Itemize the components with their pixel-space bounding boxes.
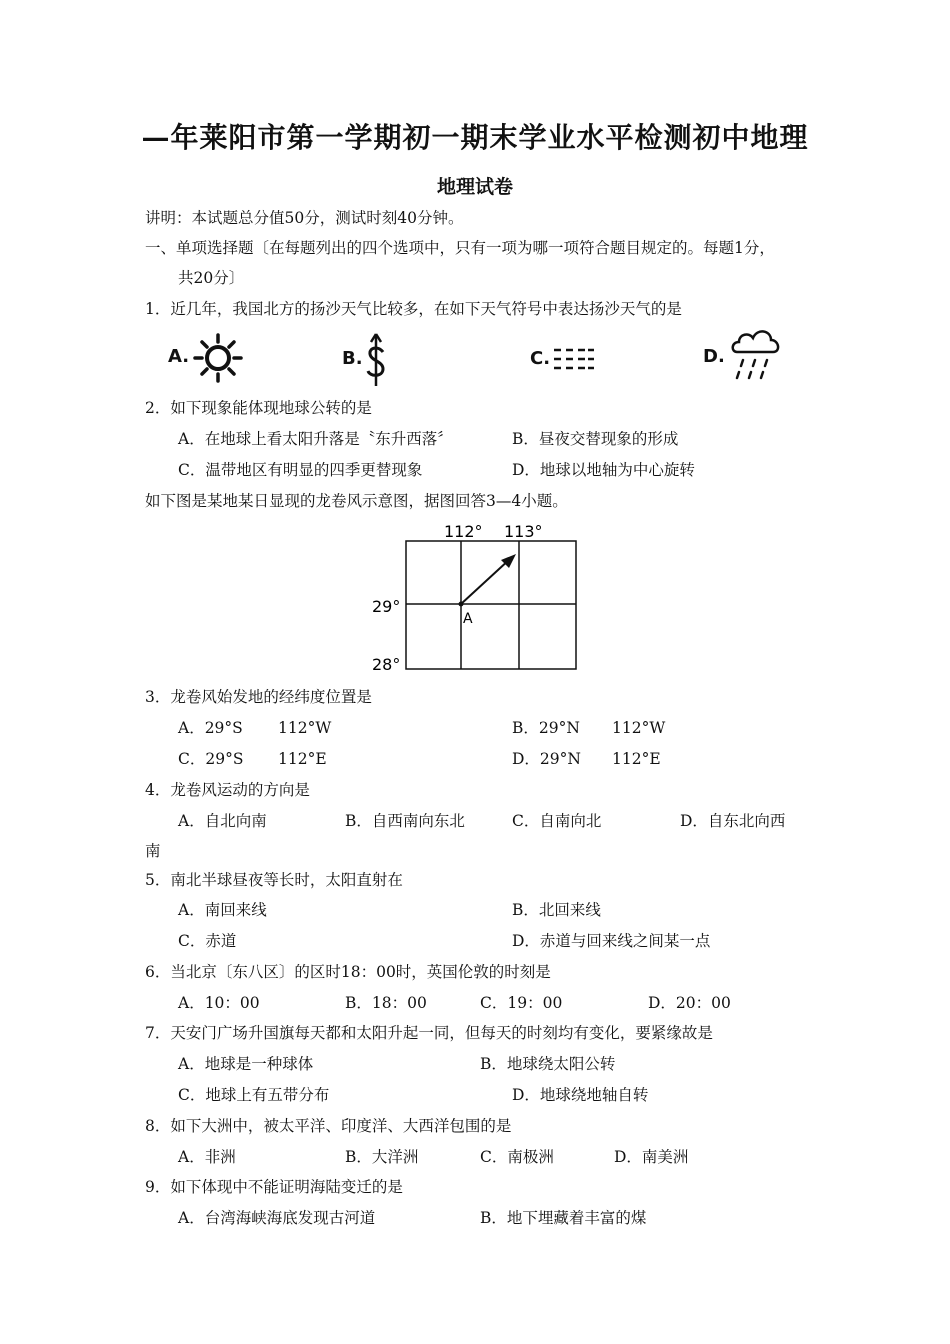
exam-note: 讲明：本试题总分值50分，测试时刻40分钟。 [145,209,464,227]
q5-option-b: B．北回来线 [512,901,601,919]
q3-option-a-value: 112°W [278,719,332,737]
question-4-stem: 4．龙卷风运动的方向是 [145,781,310,799]
q1-option-a-label: A. [168,346,190,367]
lon-label-113: 113° [504,522,543,541]
q3-option-c-value: 112°E [278,750,327,768]
tornado-map-figure [368,516,582,676]
q9-option-b: B．地下埋藏着丰富的煤 [480,1209,647,1227]
cloud-rain-icon [729,326,785,390]
q4-option-d-wrap: 南 [145,842,161,860]
map-frame [406,541,576,669]
tornado-direction-arrow [461,558,511,604]
q1-option-b [342,332,402,388]
q3-option-b-letter: B．29°N [512,719,580,737]
q7-option-d: D．地球绕地轴自转 [512,1086,649,1104]
q5-option-c: C．赤道 [178,932,237,950]
question-5-stem: 5．南北半球昼夜等长时，太阳直射在 [145,871,403,889]
q2-option-d: D．地球以地轴为中心旋转 [512,461,695,479]
q2-option-a: A．在地球上看太阳升落是〝东升西落〞 [178,430,453,448]
lon-label-112: 112° [444,522,483,541]
q6-option-d: D．20：00 [648,994,731,1012]
dollar-sand-icon [364,332,388,388]
q4-option-a: A．自北向南 [178,812,267,830]
question-9-stem: 9．如下体现中不能证明海陆变迁的是 [145,1178,403,1196]
q3-option-d-value: 112°E [612,750,661,768]
q1-option-c-label: C. [530,348,551,369]
q9-option-a: A．台湾海峡海底发现古河道 [178,1209,376,1227]
q7-option-b: B．地球绕太阳公转 [480,1055,616,1073]
q8-option-b: B．大洋洲 [345,1148,419,1166]
q3-option-b-value: 112°W [612,719,666,737]
q5-option-a: A．南回来线 [178,901,267,919]
q1-option-b-label: B. [342,348,363,369]
q6-option-c: C．19：00 [480,994,563,1012]
question-7-stem: 7．天安门广场升国旗每天都和太阳升起一同，但每天的时刻均有变化，要紧缘故是 [145,1024,713,1042]
q1-option-d [703,326,785,390]
q6-option-b: B．18：00 [345,994,427,1012]
question-2-stem: 2．如下现象能体现地球公转的是 [145,399,372,417]
q7-option-c: C．地球上有五带分布 [178,1086,330,1104]
q5-option-d: D．赤道与回来线之间某一点 [512,932,711,950]
q6-option-a: A．10：00 [178,994,260,1012]
q8-option-c: C．南极洲 [480,1148,554,1166]
q7-option-a: A．地球是一种球体 [178,1055,314,1073]
sun-icon [192,332,244,384]
q4-option-c: C．自南向北 [512,812,602,830]
lat-label-29: 29° [372,597,401,616]
q2-option-b: B．昼夜交替现象的形成 [512,430,679,448]
q8-option-a: A．非洲 [178,1148,236,1166]
question-6-stem: 6．当北京〔东八区〕的区时18：00时，英国伦敦的时刻是 [145,963,551,981]
question-1-stem: 1．近几年，我国北方的扬沙天气比较多，在如下天气符号中表达扬沙天气的是 [145,300,682,318]
q2-option-c: C．温带地区有明显的四季更替现象 [178,461,423,479]
fog-dashes-icon [552,346,596,372]
section-heading: 一、单项选择题〔在每题列出的四个选项中，只有一项为哪一项符合题目规定的。每题1分， [145,239,775,257]
q1-option-c [530,340,600,376]
question-3-stem: 3．龙卷风始发地的经纬度位置是 [145,688,372,706]
point-a-label: A [463,611,473,627]
q4-option-d: D．自东北向西 [680,812,786,830]
q3-option-d-letter: D．29°N [512,750,581,768]
figure-intro: 如下图是某地某日显现的龙卷风示意图，据图回答3—4小题。 [145,492,568,510]
q1-option-a [168,332,248,384]
q3-option-a-letter: A．29°S [178,719,243,737]
q4-option-b: B．自西南向东北 [345,812,465,830]
lat-label-28: 28° [372,655,401,674]
page-subtitle: 地理试卷 [436,176,513,198]
section-heading-cont: 共20分〕 [178,269,245,287]
q3-option-c-letter: C．29°S [178,750,244,768]
question-8-stem: 8．如下大洲中，被太平洋、印度洋、大西洋包围的是 [145,1117,512,1135]
q8-option-d: D．南美洲 [614,1148,689,1166]
page-title: —年莱阳市第一学期初一期末学业水平检测初中地理 [141,121,809,154]
q1-option-d-label: D. [703,346,725,367]
point-a-marker [459,602,464,607]
